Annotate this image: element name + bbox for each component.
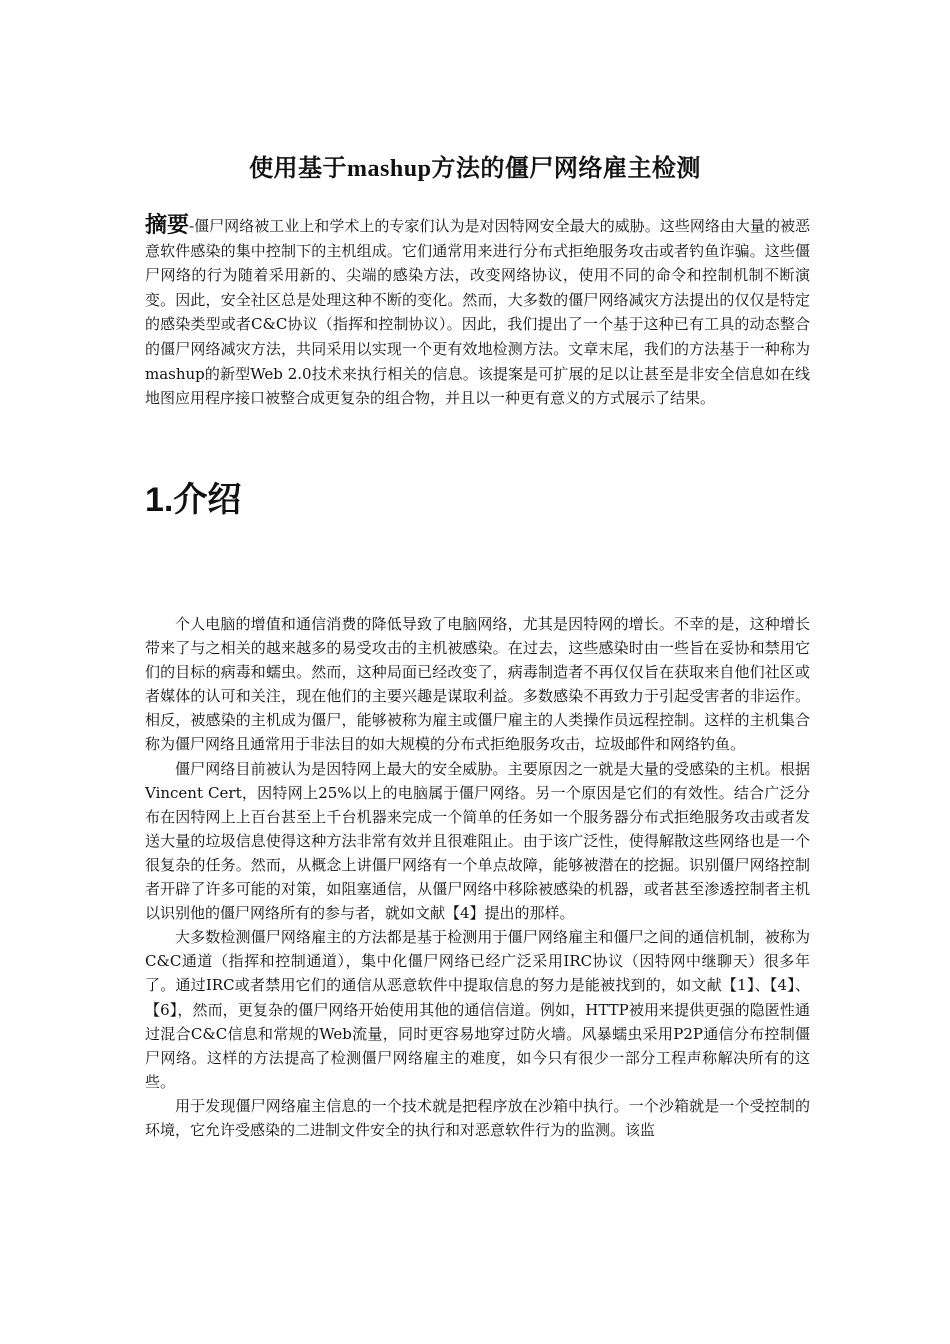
paragraph: 僵尸网络目前被认为是因特网上最大的安全威胁。主要原因之一就是大量的受感染的主机。根据Vincent Cert，因特网上25%以上的电脑属于僵尸网络。另一个原因是它们的有效性。结合广泛分布在因特网上上百台甚至上千台机器来完成一个简单的任务如一个服务器分布式拒绝服务攻击或者发送大量的垃圾信息使得这种方法非常有效并且很难阻止。由于该广泛性，使得解散这些网络也是一个很复杂的任务。然而，从概念上讲僵尸网络有一个单点故障，能够被潜在的挖掘。识别僵尸网络控制者开辟了许多可能的对策，如阻塞通信，从僵尸网络中移除被感染的机器，或者甚至渗透控制者主机以识别他的僵尸网络所有的参与者，就如文献【4】提出的那样。 xyxy=(145,759,810,923)
abstract-text: -僵尸网络被工业上和学术上的专家们认为是对因特网安全最大的威胁。这些网络由大量的被恶意软件感染的集中控制下的主机组成。它们通常用来进行分布式拒绝服务攻击或者钓鱼诈骗。这些僵尸网络的行为随着采用新的、尖端的感染方法，改变网络协议，使用不同的命令和控制机制不断演变。因此，安全社区总是处理这种不断的变化。然而，大多数的僵尸网络减灾方法提出的仅仅是特定的感染类型或者C&C协议（指挥和控制协议）。因此，我们提出了一个基于这种已有工具的动态整合的僵尸网络减灾方法，共同采用以实现一个更有效地检测方法。文章末尾，我们的方法基于一种称为mashup的新型Web 2.0技术来执行相关的信息。该提案是可扩展的足以让甚至是非安全信息如在线地图应用程序接口被整合成更复杂的组合物，并且以一种更有意义的方式展示了结果。 xyxy=(145,217,810,408)
paragraph: 用于发现僵尸网络雇主信息的一个技术就是把程序放在沙箱中执行。一个沙箱就是一个受控制的环境，它允许受感染的二进制文件安全的执行和对恶意软件行为的监测。该监 xyxy=(145,1096,810,1139)
document-title: 使用基于mashup方法的僵尸网络雇主检测 xyxy=(249,156,701,182)
paragraph: 大多数检测僵尸网络雇主的方法都是基于检测用于僵尸网络雇主和僵尸之间的通信机制，被称为C&C通道（指挥和控制通道），集中化僵尸网络已经广泛采用IRC协议（因特网中继聊天）很多年了。通过IRC或者禁用它们的通信从恶意软件中提取信息的努力是能被找到的，如文献【1】、【4】、【6】，然而，更复杂的僵尸网络开始使用其他的通信信道。例如，HTTP被用来提供更强的隐匿性通过混合C&C信息和常规的Web流量，同时更容易地穿过防火墙。风暴蠕虫采用P2P通信分布控制僵尸网络。这样的方法提高了检测僵尸网络雇主的难度，如今只有很少一部分工程声称解决所有的这些。 xyxy=(145,928,810,1091)
paragraph: 个人电脑的增值和通信消费的降低导致了电脑网络，尤其是因特网的增长。不幸的是，这种增长带来了与之相关的越来越多的易受攻击的主机被感染。在过去，这些感染时由一些旨在妥协和禁用它们的目标的病毒和蠕虫。然而，这种局面已经改变了，病毒制造者不再仅仅旨在获取来自他们社区或者媒体的认可和关注，现在他们的主要兴趣是谋取利益。多数感染不再致力于引起受害者的非运作。相反，被感染的主机成为僵尸，能够被称为雇主或僵尸雇主的人类操作员远程控制。这样的主机集合称为僵尸网络且通常用于非法目的如大规模的分布式拒绝服务攻击，垃圾邮件和网络钓鱼。 xyxy=(145,615,810,754)
abstract xyxy=(145,213,810,411)
abstract-label: 摘要 xyxy=(145,212,190,238)
introduction-body xyxy=(145,612,810,1142)
section-heading-introduction: 1.介绍 xyxy=(145,481,242,519)
